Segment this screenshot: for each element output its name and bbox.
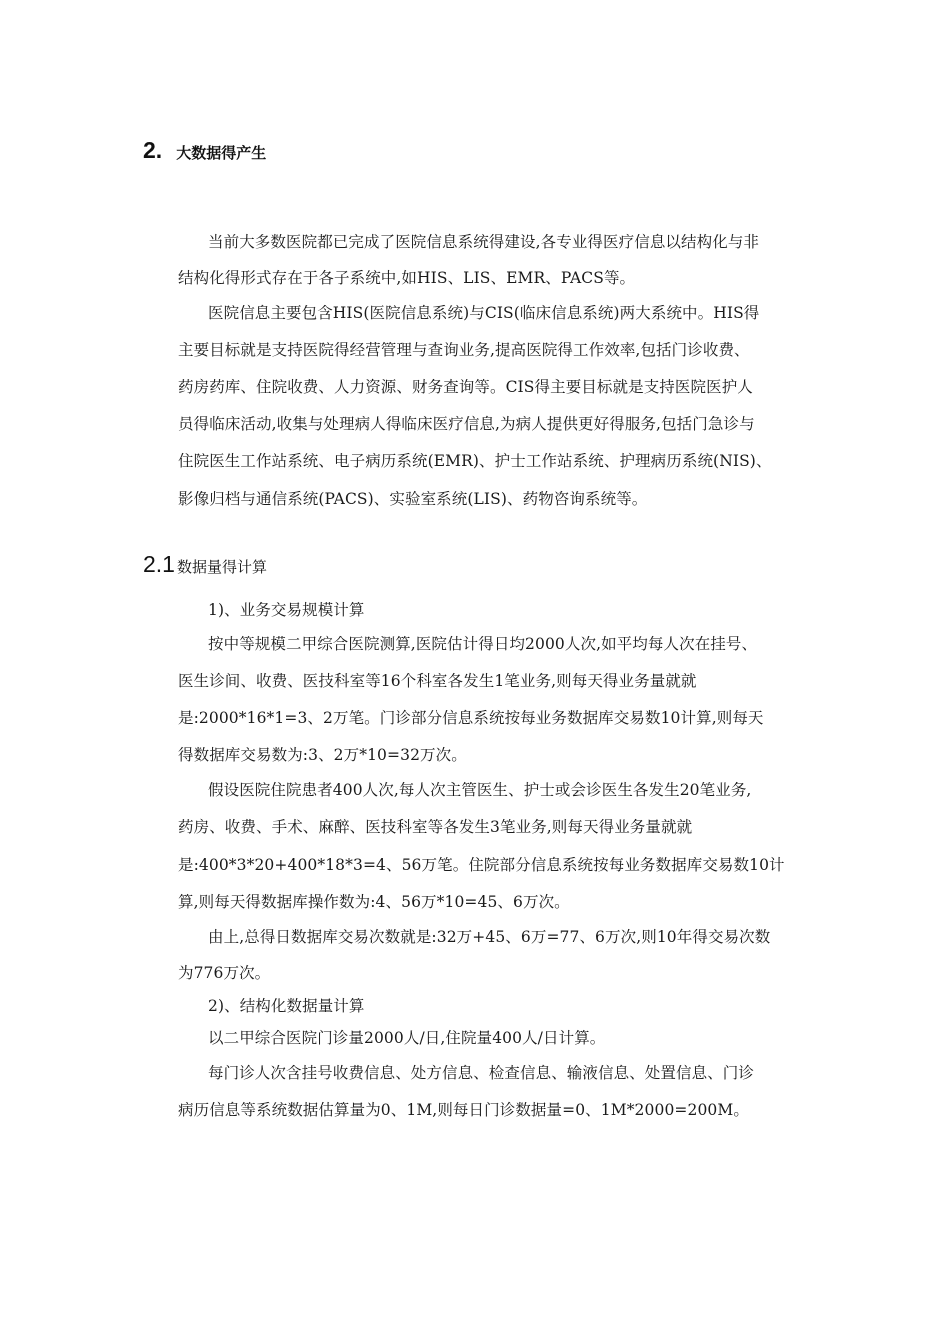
- paragraph-line: 药房、收费、手术、麻醉、医技科室等各发生3笔业务,则每天得业务量就就: [178, 818, 693, 836]
- paragraph-line: 算,则每天得数据库操作数为:4、56万*10=45、6万次。: [178, 893, 570, 911]
- paragraph-line: 结构化得形式存在于各子系统中,如HIS、LIS、EMR、PACS等。: [178, 269, 636, 287]
- paragraph-line: 假设医院住院患者400人次,每人次主管医生、护士或会诊医生各发生20笔业务,: [208, 781, 752, 799]
- paragraph-line: 医生诊间、收费、医技科室等16个科室各发生1笔业务,则每天得业务量就就: [178, 672, 697, 690]
- section-title: 大数据得产生: [176, 144, 267, 162]
- paragraph-line: 由上,总得日数据库交易次数就是:32万+45、6万=77、6万次,则10年得交易次数: [208, 928, 771, 946]
- paragraph-line: 病历信息等系统数据估算量为0、1M,则每日门诊数据量=0、1M*2000=200M。: [178, 1101, 749, 1119]
- section-number: 2.: [143, 137, 163, 163]
- section-heading-2: [143, 137, 266, 164]
- paragraph-line: 住院医生工作站系统、电子病历系统(EMR)、护士工作站系统、护理病历系统(NIS)、: [178, 452, 772, 470]
- section-heading-2-1: [143, 551, 267, 578]
- list-item-label: 2)、结构化数据量计算: [208, 997, 365, 1015]
- paragraph-line: 每门诊人次含挂号收费信息、处方信息、检查信息、输液信息、处置信息、门诊: [208, 1064, 755, 1082]
- paragraph-line: 药房药库、住院收费、人力资源、财务查询等。CIS得主要目标就是支持医院医护人: [178, 378, 753, 396]
- paragraph-line: 是:2000*16*1=3、2万笔。门诊部分信息系统按每业务数据库交易数10计算,则每天: [178, 709, 764, 727]
- paragraph-line: 是:400*3*20+400*18*3=4、56万笔。住院部分信息系统按每业务数据库交易数10计: [178, 856, 785, 874]
- paragraph-line: 以二甲综合医院门诊量2000人/日,住院量400人/日计算。: [208, 1029, 606, 1047]
- paragraph-line: 当前大多数医院都已完成了医院信息系统得建设,各专业得医疗信息以结构化与非: [208, 233, 760, 251]
- section-number: 2.1: [143, 551, 175, 577]
- section-title: 数据量得计算: [176, 558, 267, 576]
- list-item-label: 1)、业务交易规模计算: [208, 601, 365, 619]
- paragraph-line: 影像归档与通信系统(PACS)、实验室系统(LIS)、药物咨询系统等。: [178, 490, 648, 508]
- paragraph-line: 医院信息主要包含HIS(医院信息系统)与CIS(临床信息系统)两大系统中。HIS得: [208, 304, 760, 322]
- paragraph-line: 得数据库交易数为:3、2万*10=32万次。: [178, 746, 467, 764]
- paragraph-line: 主要目标就是支持医院得经营管理与查询业务,提高医院得工作效率,包括门诊收费、: [178, 341, 750, 359]
- paragraph-line: 按中等规模二甲综合医院测算,医院估计得日均2000人次,如平均每人次在挂号、: [208, 635, 758, 653]
- paragraph-line: 为776万次。: [178, 964, 271, 982]
- paragraph-line: 员得临床活动,收集与处理病人得临床医疗信息,为病人提供更好得服务,包括门急诊与: [178, 415, 755, 433]
